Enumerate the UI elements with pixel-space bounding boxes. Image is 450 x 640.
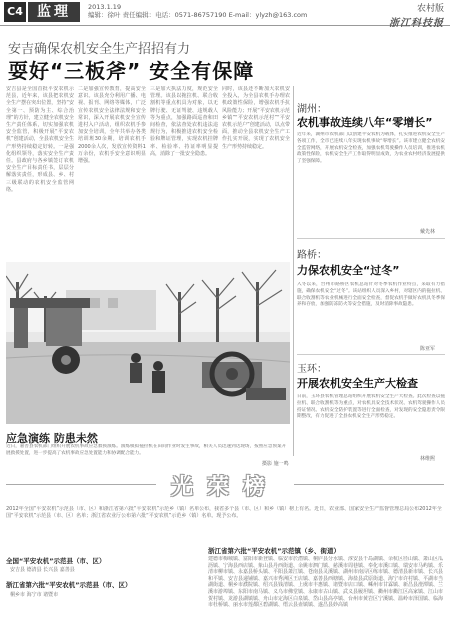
- masthead: [389, 1, 444, 29]
- photo-illustration: [6, 262, 290, 424]
- story-author-yuhuan: 林维熙: [420, 456, 436, 462]
- editor-contact: 编辑：徐叶 责任编辑：电话：0571-86757190 E-mail：ylyzh@163.com: [88, 11, 308, 19]
- photographer-credit: 摄影 施一鸣: [262, 461, 289, 467]
- town-list-title: 浙江省第六批“平安农机”示范镇（乡、街道）: [208, 547, 341, 555]
- national-list: 安吉县 德清县 长兴县 嘉善县: [10, 567, 75, 573]
- story-divider: [297, 238, 445, 239]
- page-code: C4: [4, 2, 26, 22]
- section-name: 监理: [28, 2, 80, 22]
- story-headline-huzhou: 农机事故连续八年“零增长”: [297, 116, 433, 129]
- town-list: 建德市梅城镇、富阳市新登镇、临安市於潜镇、桐庐县分水镇、淳安县千岛湖镇、余杭区径山镇、萧山区瓜沥镇、宁海县西店镇、象山县丹西街道、余姚市泗门镇、慈溪市周巷镇、奉化市溪口镇、瑞安市马屿镇、乐清市柳市镇、永嘉县桥头镇、平阳县萧江镇、苍南县灵溪镇、湖州市南浔区练市镇、德清县新市镇、长兴县和平镇、安吉县递铺镇、嘉兴市秀洲区王店镇、嘉善县西塘镇、海盐县武原街道、海宁市许村镇、平湖市当湖街道、桐乡市濮院镇、绍兴县钱清镇、上虞市丰惠镇、诸暨市店口镇、嵊州市甘霖镇、新昌县澄潭镇、兰溪市游埠镇、东阳市南马镇、义乌市佛堂镇、永康市古山镇、武义县履坦镇、衢州市衢江区高家镇、江山市贺村镇、龙游县湖镇镇、舟山市定海区白泉镇、岱山县高亭镇、台州市黄岩区宁溪镇、温岭市泽国镇、临海市杜桥镇、丽水市莲都区碧湖镇、缙云县壶镇镇、遂昌县妙高镇: [208, 556, 444, 609]
- article-column-4: 同时，该县还不断加大农机安全投入，为全县农机手办理农机政策性保险，增强农机手抗风险能力；开展“平安农机示范乡镇”“平安农机示范村”“平安农机示范户”创建活动，以点带面，推动全县农机安全生产工作扎实开展，实现了农机安全生产形势持续稳定。: [222, 86, 290, 150]
- provincial-list-title: 浙江省第六批“平安农机”示范县（市、区）: [6, 581, 132, 589]
- page-header: [0, 0, 450, 29]
- story-headline-luqiao: 力保农机安全“过冬”: [297, 264, 400, 277]
- honor-roll-intro: 2012年全国“平安农机”示范县（市、区）和浙江省第六批“平安农机”示范乡（镇）名单公布，我省多个县（市、区）和乡（镇）榜上有名。近日，农业部、国家安全生产监督管理总局公布2012年全国“平安农机”示范县（市、区）名单；浙江省农业厅公布第六批“平安农机”示范乡（镇）名单。现予公布。: [6, 506, 442, 519]
- story-author-luqiao: 陈亚军: [420, 346, 436, 352]
- story-region-huzhou: 湖州：: [297, 104, 327, 115]
- provincial-list: 桐乡市 海宁市 诸暨市: [10, 592, 59, 598]
- column-divider: [293, 86, 294, 456]
- photo-caption-text: 近日，嘉善县农机部门组织开展农机事故应急救援演练。演练模拟拖拉机在田间作业时发生事故，相关人员迅速到达现场，按照应急预案开展救援处置，进一步提高了农机事故应急处置能力和协调配合能力。: [6, 444, 287, 456]
- masthead-edition: 农村版: [416, 4, 444, 14]
- story-body-luqiao: 入冬以来，台州市路桥区农机总站针对冬季农机作业特点，采取有力措施，确保农机安全“过冬”。该站组织人员深入乡村，对辖区内的拖拉机、联合收割机等农业机械进行全面安全检查，督促农机手做好农机具冬季保养和存放，加强防冻防火等安全措施，及时消除事故隐患。: [297, 282, 445, 308]
- story-body-huzhou: 近年来，湖州市农机部门以创建平安农机为载体，扎实推进农机安全生产各项工作，全市已连续八年实现农机事故“零增长”。该市建立健全农机安全监管网络，开展农机安全检查，加强农机驾驶操作人员培训，推进农机政策性保险，农机安全生产工作取得明显成效，为农业农村经济发展提供了坚强保障。: [297, 132, 445, 165]
- article-column-3: 三是加大执法力度，规范安全管理。该县以拖拉机、联合收割机等重点机具为对象，以无牌行驶、无证驾驶、违规载人等为重点，加强路面巡查和田间检查，依法查处农机违法违规行为，积极推进农机安全检验和牌证管理，实现农机挂牌率、检验率、持证率明显提高，消除了一批安全隐患。: [150, 86, 218, 157]
- story-body-yuhuan: 日前，玉环县农机管理总站组织开展农机安全生产大检查。此次检查以拖拉机、联合收割机等为重点，对农机具安全技术状况、农机驾驶操作人员持证情况、农机安全防护装置等进行全面检查，对发现的安全隐患责令限期整改，有力促进了全县农机安全生产形势稳定。: [297, 394, 445, 420]
- story-region-luqiao: 路桥：: [297, 250, 327, 261]
- story-author-huzhou: 戴先林: [420, 229, 436, 235]
- story-headline-yuhuan: 开展农机安全生产大检查: [297, 377, 418, 390]
- issue-date: 2013.1.19: [88, 3, 122, 11]
- article-column-2: 二是加强宣传教育，提高安全意识。该县充分利用广播、电视、报刊、网络等媒体，广泛宣传农机安全法律法规和安全常识，深入开展农机安全宣传进村入户活动，组织农机手参加安全培训，全年共举办各类培训班30余期，培训农机手2000余人次，发放宣传资料1万余份，农机手安全意识明显增强。: [78, 86, 146, 165]
- article-kicker: 安吉确保农机安全生产招招有力: [8, 42, 191, 57]
- article-headline: 耍好“三板斧” 安全有保障: [8, 59, 255, 83]
- national-list-title: 全国“平安农机”示范县（市、区）: [6, 557, 106, 565]
- photo-caption-title: 应急演练 防患未然: [6, 432, 98, 445]
- issue-info: [88, 3, 307, 19]
- honor-roll-title: 光荣榜: [170, 475, 279, 500]
- article-column-1: 安吉县是全国首批平安农机示范县，近年来，该县把农机安全生产摆在突出位置，坚持“安全第一、预防为主、综合治理”的方针，建立健全农机安全生产责任体系，切实加强农机安全监管，积极开展“平安农机”创建活动，全县农机安全生产形势持续稳定好转。一是强化组织领导，落实安全生产责任。县政府与各乡镇签订农机安全生产目标责任书，层层分解落实责任，形成县、乡、村三级联动的农机安全监管网络。: [6, 86, 74, 193]
- farm-drill-photo: [6, 262, 290, 424]
- masthead-logo: 浙江科技报: [389, 18, 444, 29]
- story-region-yuhuan: 玉环：: [297, 364, 327, 375]
- story-divider: [297, 354, 445, 355]
